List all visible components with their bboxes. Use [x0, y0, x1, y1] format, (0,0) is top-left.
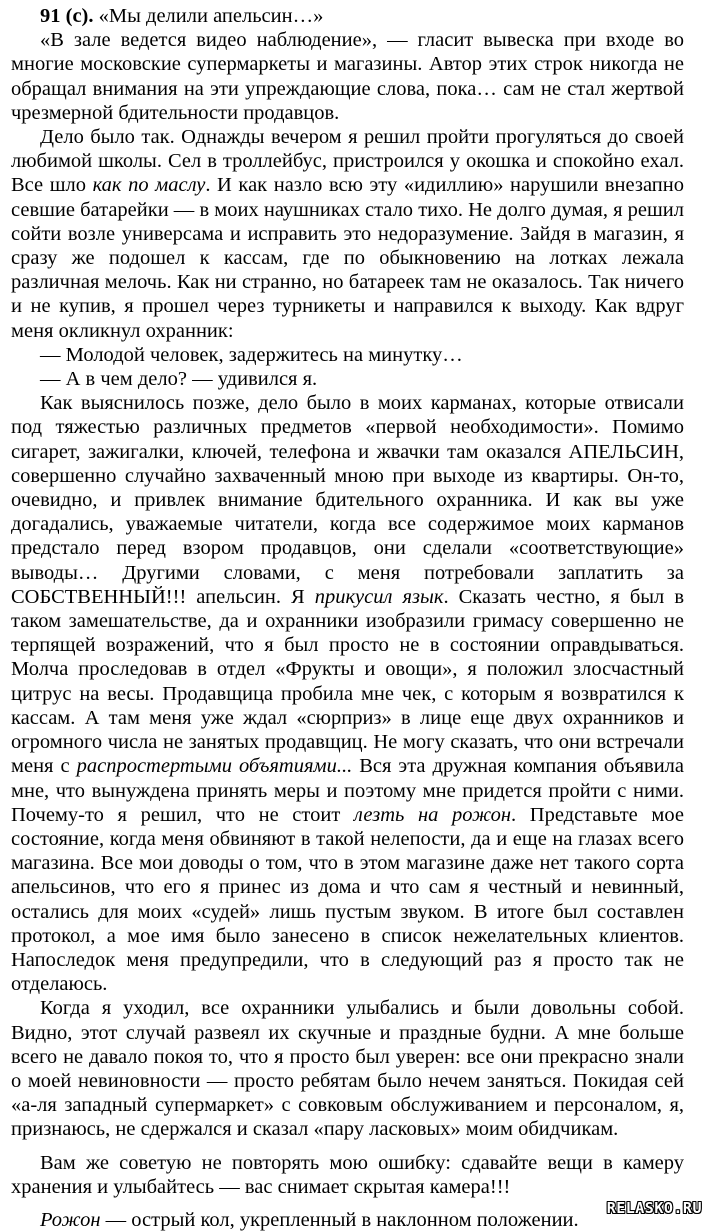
text-segment: . Сказать честно, я был в таком замешательстве, да и охранники изобразили гримасу совершенно не терпящей возражений, что я был просто не в состоянии оправдываться. Молча проследовав в отдел «Фрукты и овощи», я положил злосчастный цитрус на весы. Продавщица пробила мне чек, с которым я возвратился к кассам. А там меня уже ждал «сюрприз» в лице еще двух охранников и огромного числа не занятых продавщиц. Не могу сказать, что они встречали меня с — [11, 585, 684, 778]
text-segment: 91 (с). — [40, 5, 99, 27]
text-segment: «В зале ведется видео наблюдение», — гласит вывеска при входе во многие московские супермаркеты и магазины. Автор этих строк никогда не обращал внимания на эти упреждающие слова, пока… сам не стал жертвой чрезмерной бдительности продавцов. — [11, 29, 684, 124]
text-segment: лезть на рожон — [353, 803, 511, 826]
dialog-line-guard — [11, 343, 684, 367]
paragraph-incident — [11, 391, 684, 996]
text-segment: . Представьте мое состояние, когда меня обвиняют в такой нелепости, да и еще на глазах всего магазина. Все мои доводы о том, что в этом магазине даже нет такого сорта апельсинов, что его я принес из дома и что сам я честный и невинный, остались для моих «судей» лишь пустым звуком. В итоге был составлен протокол, а мое имя было занесено в список нежелательных клиентов. Напоследок меня предупредили, что в следующий раз я просто так не отделаюсь. — [11, 803, 684, 996]
text-segment: Дело было так. Однажды вечером я решил пройти прогуляться до своей любимой школы. Сел в троллейбус, пристроился у окошка и спокойно ехал. Все шло — [11, 126, 684, 197]
footnote-rozhon — [11, 1208, 684, 1232]
paragraph-story-start — [11, 125, 684, 343]
text-segment: Вся эта дружная компания объявила мне, что вынуждена принять меры и поэтому мне придется пройти с ними. Почему-то я решил, что не стоит — [11, 755, 684, 826]
text-segment: «Мы делили апельсин…» — [98, 5, 324, 27]
text-segment: Как выяснилось позже, дело было в моих карманах, которые отвисали под тяжестью различных предметов «первой необходимости». Помимо сигарет, зажигалки, ключей, телефона и жвачки там оказался АПЕЛЬСИН, совершенно случайно захваченный мною при выходе из квартиры. Он-то, очевидно, и привлек внимание бдительного охранника. И как вы уже догадались, уважаемые читатели, когда все содержимое моих карманов предстало перед взором продавцов, они сделали «соответствующие» выводы… Другими словами, с меня потребовали заплатить за СОБСТВЕННЫЙ!!! апельсин. Я — [11, 392, 684, 608]
paragraph-leaving — [11, 996, 684, 1141]
text-segment: как по маслу — [92, 174, 206, 197]
text-segment: — Молодой человек, задержитесь на минутку… — [40, 343, 463, 366]
text-segment: . И как назло всю эту «идиллию» нарушили внезапно севшие батарейки — в моих наушниках стало тихо. Не долго думая, я решил сойти возле универсама и исправить это недоразумение. Зайдя в магазин, я сразу же подошел к кассам, где по обыкновению на лотках лежала различная мелочь. Как ни странно, но батареек там не оказалось. Так ничего и не купив, я прошел через турникеты и направился к выходу. Как вдруг меня окликнул охранник: — [11, 174, 684, 342]
text-segment: Рожон — [40, 1208, 101, 1231]
text-segment: прикусил язык — [314, 585, 444, 608]
text-segment: распростертыми объятиями... — [76, 755, 353, 778]
exercise-title — [11, 4, 684, 28]
relasko-watermark: RELASKO.RU — [606, 1199, 702, 1217]
text-segment: — А в чем дело? — удивился я. — [40, 368, 318, 391]
paragraph-intro — [11, 28, 684, 125]
paragraph-advice — [11, 1151, 684, 1199]
text-segment: Вам же советую не повторять мою ошибку: сдавайте вещи в камеру хранения и улыбайтесь — вас снимает скрытая камера!!! — [11, 1151, 684, 1198]
dialog-line-author — [11, 367, 684, 391]
text-segment: — острый кол, укрепленный в наклонном положении. — [100, 1208, 579, 1231]
text-segment: Когда я уходил, все охранники улыбались и были довольны собой. Видно, этот случай развеял их скучные и праздные будни. А мне больше всего не давало покоя то, что я просто был уверен: все они прекрасно знали о моей невиновности — просто ребятам было нечем заняться. Покидая сей «а-ля западный супермаркет» с совковым обслуживанием и персоналом, я, признаюсь, не сдержался и сказал «пару ласковых» моим обидчикам. — [11, 997, 684, 1141]
